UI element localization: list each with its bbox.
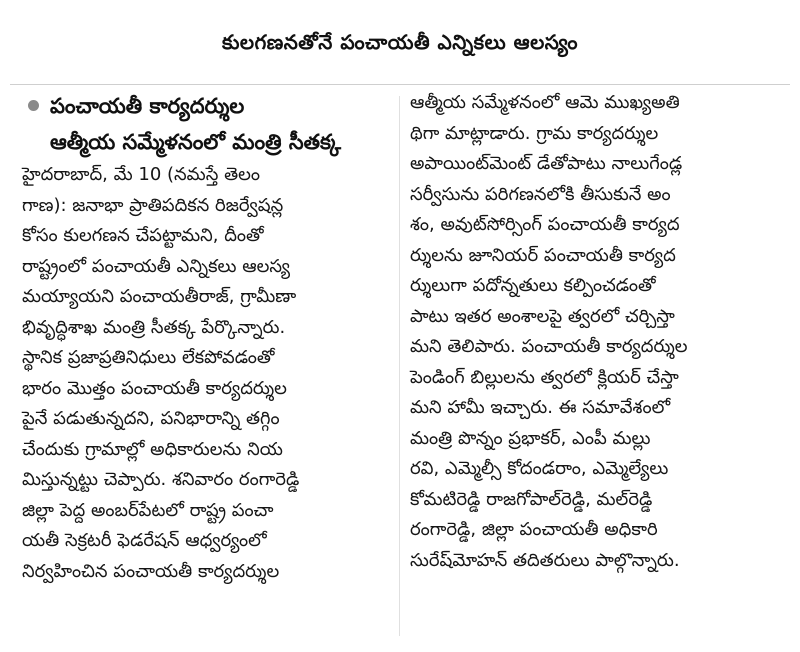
body-line: పాటు ఇతర అంశాలపై త్వరలో చర్చిస్తా — [410, 305, 675, 327]
body-line: మని తెలిపారు. పంచాయతీ కార్యదర్శుల — [410, 336, 688, 357]
body-line: మని హామీ ఇచ్చారు. ఈ సమావేశంలో — [410, 397, 671, 418]
body-line: గాణ): జనాభా ప్రాతిపదికన రిజర్వేషన్ల — [22, 194, 284, 216]
body-line: నిర్వహించిన పంచాయతీ కార్యదర్శుల — [22, 560, 280, 582]
body-line: రంగారెడ్డి, జిల్లా పంచాయతీ అధికారి — [410, 519, 658, 540]
left-column — [22, 88, 392, 587]
body-line: భారం మొత్తం పంచాయతీ కార్యదర్శుల — [22, 377, 287, 399]
body-line: మయ్యాయని పంచాయతీరాజ్, గ్రామీణా — [22, 286, 297, 307]
headline-divider — [10, 84, 790, 85]
body-line: హైదరాబాద్, మే 10 (నమస్తే తెలం — [22, 164, 260, 185]
body-line: ర్శులుగా పదోన్నతులు కల్పించడంతో — [410, 275, 656, 296]
body-line: జిల్లా పెద్ద అంబర్‌పేటలో రాష్ట్ర పంచా — [22, 499, 274, 521]
body-line: థిగా మాట్లాడారు. గ్రామ కార్యదర్శుల — [410, 122, 659, 144]
bullet-icon — [28, 100, 39, 111]
body-line: కోసం కులగణన చేపట్టామని, దీంతో — [22, 225, 264, 246]
body-line: స్థానిక ప్రజాప్రతినిధులు లేకపోవడంతో — [22, 347, 275, 368]
body-line: రాష్ట్రంలో పంచాయతీ ఎన్నికలు ఆలస్య — [22, 255, 291, 277]
subheading-line: పంచాయతీ కార్యదర్శుల — [50, 94, 245, 118]
body-line: చేందుకు గ్రామాల్లో అధికారులను నియ — [22, 438, 283, 460]
body-line: ఆత్మీయ సమ్మేళనంలో ఆమె ముఖ్యఅతి — [410, 92, 680, 113]
body-line: భివృద్ధిశాఖ మంత్రి సీతక్క పేర్కొన్నారు. — [22, 316, 286, 338]
subheading-line: ఆత్మీయ సమ్మేళనంలో మంత్రి సీతక్క — [50, 130, 342, 154]
body-line: పైనే పడుతున్నదని, పనిభారాన్ని తగ్గిం — [22, 408, 280, 429]
column-divider — [399, 96, 400, 636]
body-line: యతీ సెక్రటరీ ఫెడరేషన్ ఆధ్వర్యంలో — [22, 530, 267, 551]
body-line: మిస్తున్నట్టు చెప్పారు. శనివారం రంగారెడ్డి — [22, 469, 300, 490]
body-line: శం, అవుట్‌సోర్సింగ్ పంచాయతీ కార్యద — [410, 214, 680, 235]
body-line: అపాయింట్‌మెంట్ డేతోపాటు నాలుగేండ్ల — [410, 153, 683, 174]
right-column — [410, 88, 780, 576]
body-line: కోమటిరెడ్డి రాజగోపాల్‌రెడ్డి, మల్‌రెడ్డి — [410, 488, 653, 510]
body-line: మంత్రి పొన్నం ప్రభాకర్, ఎంపీ మల్లు — [410, 427, 651, 449]
subheading — [22, 88, 392, 160]
body-line: ర్శులను జూనియర్ పంచాయతీ కార్యద — [410, 244, 676, 266]
body-line: సురేష్‌మోహన్ తదితరులు పాల్గొన్నారు. — [410, 549, 680, 571]
body-line: సర్వీసును పరిగణనలోకి తీసుకునే అం — [410, 183, 671, 205]
headline: కులగణనతోనే పంచాయతీ ఎన్నికలు ఆలస్యం — [222, 30, 578, 54]
body-line: పెండింగ్ బిల్లులను త్వరలో క్లియర్ చేస్తా — [410, 366, 679, 388]
body-line: రవి, ఎమ్మెల్సీ కోదండరాం, ఎమ్మెల్యేలు — [410, 458, 669, 479]
